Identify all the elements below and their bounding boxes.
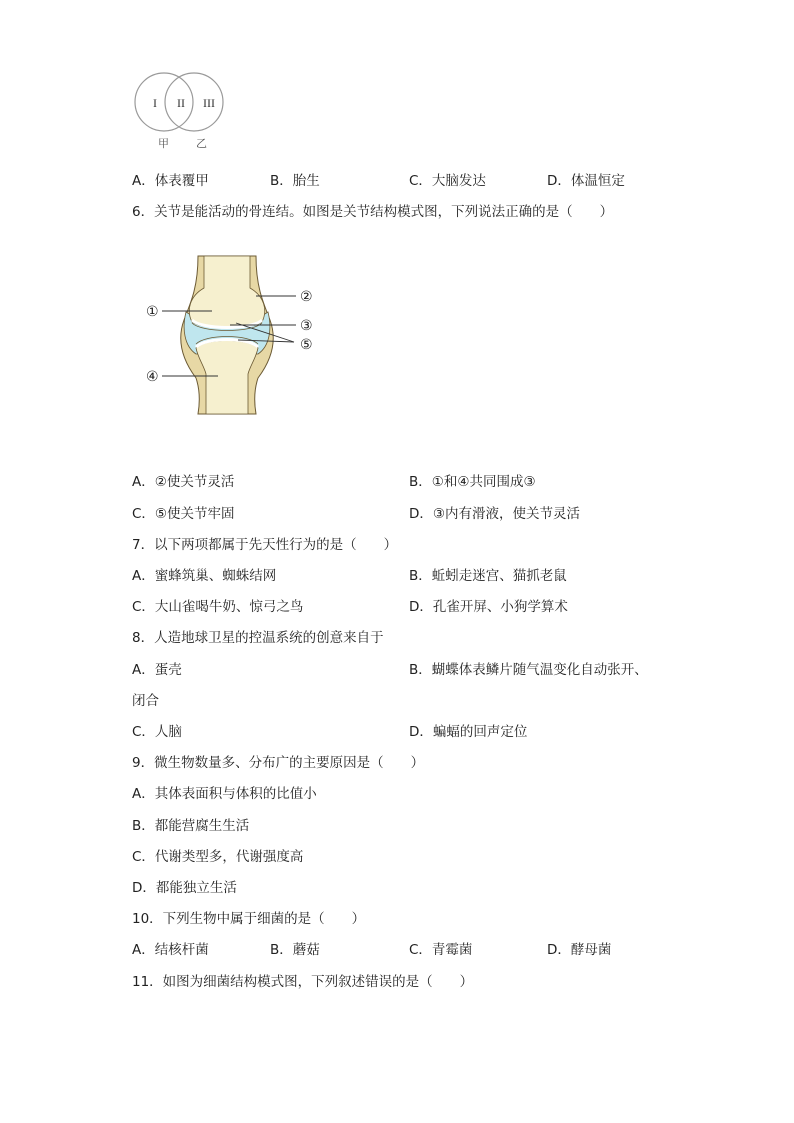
joint-label-4: ④ — [146, 369, 159, 385]
q5-option-a: A．体表覆甲 — [132, 173, 209, 189]
q8-option-b: B．蝴蝶体表鳞片随气温变化自动张开、 — [409, 662, 648, 678]
venn-region-3: III — [203, 96, 215, 110]
q9-option-b: B．都能营腐生生活 — [132, 818, 250, 834]
q10-option-d: D．酵母菌 — [547, 942, 612, 958]
q10-option-c: C．青霉菌 — [409, 942, 473, 958]
venn-label-jia: 甲 — [158, 137, 169, 150]
venn-diagram — [132, 66, 232, 152]
q10-option-b: B．蘑菇 — [270, 942, 320, 958]
q5-option-b: B．胎生 — [270, 173, 320, 189]
venn-region-1: I — [153, 96, 157, 110]
q6-option-d: D．③内有滑液，使关节灵活 — [409, 506, 580, 522]
joint-diagram — [140, 250, 330, 420]
q8-stem: 8．人造地球卫星的控温系统的创意来自于 — [132, 630, 384, 646]
q9-option-d: D．都能独立生活 — [132, 880, 237, 896]
q5-option-c: C．大脑发达 — [409, 173, 486, 189]
q6-option-b: B．①和④共同围成③ — [409, 474, 536, 490]
q8-option-b-cont: 闭合 — [132, 693, 159, 709]
q8-option-c: C．人脑 — [132, 724, 182, 740]
q8-option-d: D．蝙蝠的回声定位 — [409, 724, 528, 740]
q6-stem: 6．关节是能活动的骨连结。如图是关节结构模式图，下列说法正确的是（ ） — [132, 204, 614, 220]
q7-stem: 7．以下两项都属于先天性行为的是（ ） — [132, 537, 398, 553]
joint-label-5: ⑤ — [300, 337, 313, 353]
q8-option-a: A．蛋壳 — [132, 662, 182, 678]
q7-option-d: D．孔雀开屏、小狗学算术 — [409, 599, 568, 615]
joint-label-3: ③ — [300, 318, 313, 334]
q9-option-c: C．代谢类型多，代谢强度高 — [132, 849, 304, 865]
q7-option-a: A．蜜蜂筑巢、蜘蛛结网 — [132, 568, 277, 584]
q7-option-b: B．蚯蚓走迷宫、猫抓老鼠 — [409, 568, 567, 584]
q9-option-a: A．其体表面积与体积的比值小 — [132, 786, 317, 802]
joint-label-1: ① — [146, 304, 159, 320]
q10-option-a: A．结核杆菌 — [132, 942, 209, 958]
q9-stem: 9．微生物数量多、分布广的主要原因是（ ） — [132, 755, 425, 771]
q11-stem: 11．如图为细菌结构模式图，下列叙述错误的是（ ） — [132, 974, 474, 990]
venn-label-yi: 乙 — [196, 137, 207, 150]
q6-option-a: A．②使关节灵活 — [132, 474, 235, 490]
q6-option-c: C．⑤使关节牢固 — [132, 506, 235, 522]
q7-option-c: C．大山雀喝牛奶、惊弓之鸟 — [132, 599, 304, 615]
joint-label-2: ② — [300, 289, 313, 305]
q5-option-d: D．体温恒定 — [547, 173, 625, 189]
venn-region-2: II — [177, 96, 185, 110]
q10-stem: 10．下列生物中属于细菌的是（ ） — [132, 911, 366, 927]
